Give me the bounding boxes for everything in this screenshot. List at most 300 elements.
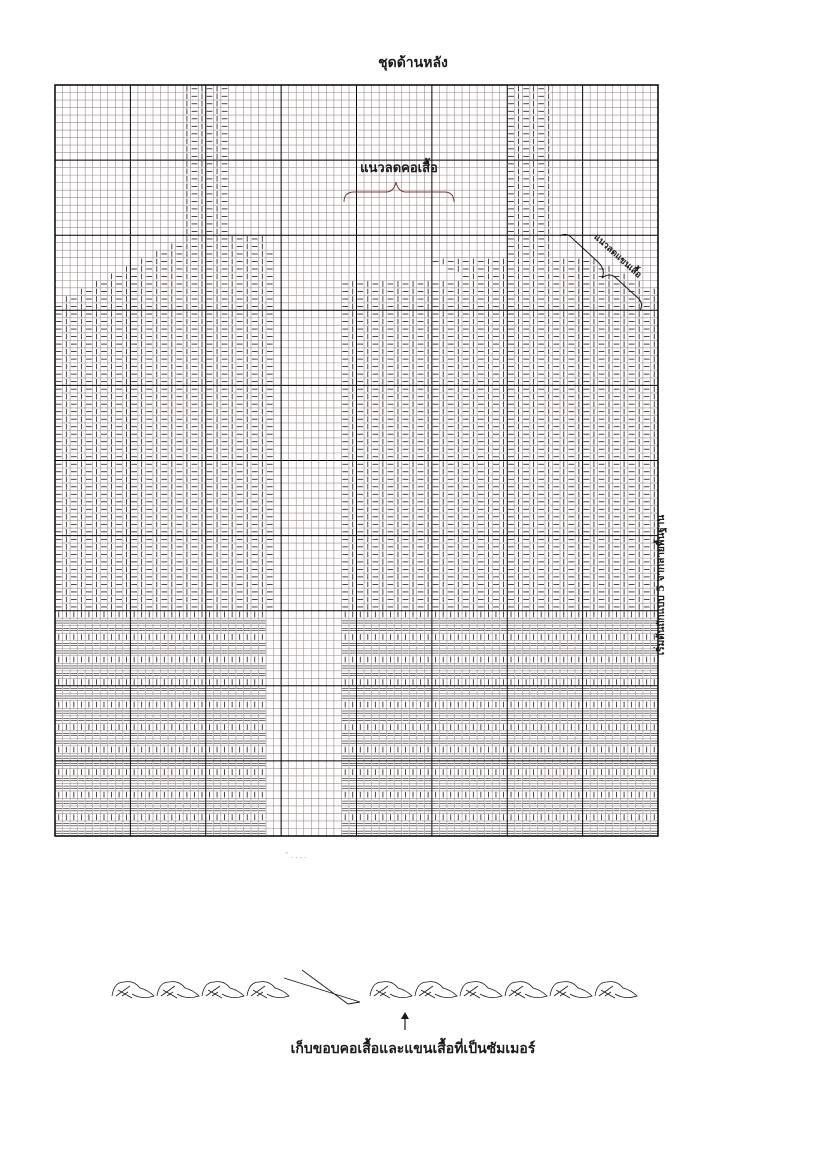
stitch-symbol-double (350, 696, 356, 698)
stitch-symbol-double (576, 673, 582, 675)
stitch-symbol-double (199, 621, 205, 623)
stitch-symbol-double (108, 696, 114, 698)
stitch-symbol-double (191, 673, 197, 675)
stitch-symbol-double (621, 688, 627, 690)
stitch-symbol-double (644, 711, 650, 713)
stitch-symbol-double (372, 651, 378, 653)
stitch-symbol-double (432, 734, 438, 736)
stitch-symbol-double (252, 628, 258, 630)
stitch-symbol-double (561, 718, 567, 720)
stitch-symbol-double (365, 651, 371, 653)
stitch-symbol-double (432, 643, 438, 645)
stitch-symbol-double (440, 696, 446, 698)
stitch-symbol-double (508, 643, 514, 645)
stitch-symbol-double (432, 688, 438, 690)
stitch-symbol-double (350, 621, 356, 623)
stitch-symbol-double (500, 673, 506, 675)
stitch-symbol-double (101, 621, 107, 623)
stitch-symbol-double (387, 688, 393, 690)
stitch-symbol-double (161, 651, 167, 653)
stitch-symbol-double (425, 651, 431, 653)
stitch-symbol-double (425, 628, 431, 630)
stitch-symbol-double (123, 741, 129, 743)
stitch-symbol-double (553, 643, 559, 645)
stitch-symbol-double (184, 734, 190, 736)
stitch-symbol-double (402, 621, 408, 623)
stitch-symbol-double (199, 688, 205, 690)
stitch-symbol-double (598, 651, 604, 653)
stitch-symbol-double (395, 666, 401, 668)
stitch-symbol-double (108, 718, 114, 720)
stitch-symbol-double (651, 696, 657, 698)
stitch-symbol-double (395, 673, 401, 675)
stitch-symbol-double (651, 734, 657, 736)
stitch-symbol-double (123, 696, 129, 698)
stitch-symbol-double (583, 734, 589, 736)
stitch-symbol-double (380, 643, 386, 645)
stitch-symbol-double (357, 628, 363, 630)
stitch-symbol-double (448, 651, 454, 653)
stitch-symbol-double (131, 734, 137, 736)
stitch-symbol-double (440, 628, 446, 630)
stitch-symbol-double (123, 688, 129, 690)
stitch-symbol-double (576, 666, 582, 668)
stitch-symbol-double (500, 696, 506, 698)
stitch-symbol-double (244, 628, 250, 630)
stitch-symbol-double (139, 734, 145, 736)
stitch-symbol-double (387, 651, 393, 653)
stitch-symbol-double (402, 696, 408, 698)
stitch-symbol-double (568, 673, 574, 675)
stitch-symbol-double (86, 666, 92, 668)
stitch-symbol-double (101, 718, 107, 720)
stitch-symbol-double (478, 628, 484, 630)
stitch-symbol-double (515, 718, 521, 720)
stitch-symbol-double (237, 666, 243, 668)
stitch-symbol-double (131, 741, 137, 743)
stitch-symbol-double (139, 666, 145, 668)
stitch-symbol-double (591, 734, 597, 736)
stitch-symbol-double (402, 711, 408, 713)
stitch-symbol-double (244, 696, 250, 698)
stitch-symbol-double (259, 688, 265, 690)
stitch-symbol-double (553, 628, 559, 630)
stitch-symbol-double (576, 696, 582, 698)
stitch-symbol-double (478, 651, 484, 653)
stitch-symbol-double (523, 688, 529, 690)
stitch-symbol-double (221, 621, 227, 623)
stitch-symbol-double (417, 643, 423, 645)
stitch-symbol-double (583, 621, 589, 623)
stitch-symbol-double (478, 621, 484, 623)
stitch-symbol-double (63, 621, 69, 623)
stitch-symbol-double (493, 696, 499, 698)
stitch-symbol-double (576, 741, 582, 743)
stitch-symbol-double (410, 741, 416, 743)
stitch-symbol-double (402, 666, 408, 668)
stitch-symbol-double (71, 734, 77, 736)
stitch-symbol-double (546, 688, 552, 690)
stitch-symbol-double (199, 643, 205, 645)
stitch-symbol-double (108, 741, 114, 743)
stitch-symbol-double (93, 711, 99, 713)
stitch-symbol-double (244, 688, 250, 690)
stitch-symbol-double (410, 651, 416, 653)
stitch-symbol-double (214, 734, 220, 736)
stitch-symbol-double (440, 718, 446, 720)
stitch-symbol-double (154, 718, 160, 720)
stitch-symbol-double (342, 651, 348, 653)
stitch-symbol-double (387, 666, 393, 668)
stitch-symbol-double (214, 718, 220, 720)
stitch-symbol-double (561, 621, 567, 623)
stitch-symbol-double (71, 666, 77, 668)
stitch-symbol-double (417, 734, 423, 736)
stitch-symbol-double (500, 688, 506, 690)
stitch-symbol-double (455, 696, 461, 698)
stitch-symbol-double (357, 711, 363, 713)
stitch-symbol-double (417, 628, 423, 630)
stitch-symbol-double (485, 621, 491, 623)
stitch-symbol-double (546, 711, 552, 713)
stitch-symbol-double (493, 734, 499, 736)
stitch-symbol-double (613, 666, 619, 668)
stitch-symbol-double (583, 666, 589, 668)
stitch-symbol-double (410, 711, 416, 713)
page-title: ชุดด้านหลัง (378, 55, 448, 71)
stitch-symbol-double (221, 718, 227, 720)
stitch-symbol-double (199, 628, 205, 630)
stitch-symbol-double (56, 628, 62, 630)
stitch-symbol-double (139, 696, 145, 698)
stitch-symbol-double (146, 696, 152, 698)
stitch-symbol-double (154, 734, 160, 736)
stitch-symbol-double (350, 718, 356, 720)
stitch-symbol-double (402, 734, 408, 736)
stitch-symbol-double (395, 643, 401, 645)
stitch-symbol-double (523, 651, 529, 653)
stitch-symbol-double (221, 643, 227, 645)
stitch-symbol-double (561, 666, 567, 668)
stitch-symbol-double (184, 718, 190, 720)
stitch-symbol-double (350, 734, 356, 736)
stitch-symbol-double (380, 718, 386, 720)
stitch-symbol-double (86, 628, 92, 630)
stitch-symbol-double (350, 651, 356, 653)
stitch-symbol-double (621, 734, 627, 736)
stitch-symbol-double (78, 628, 84, 630)
stitch-symbol-double (357, 651, 363, 653)
stitch-symbol-double (568, 643, 574, 645)
stitch-symbol-double (101, 696, 107, 698)
stitch-symbol-double (63, 688, 69, 690)
stitch-symbol-double (432, 621, 438, 623)
stitch-symbol-double (108, 643, 114, 645)
stitch-symbol-double (455, 628, 461, 630)
stitch-symbol-double (56, 673, 62, 675)
stitch-symbol-double (214, 741, 220, 743)
stitch-symbol-double (101, 688, 107, 690)
stitch-symbol-double (598, 673, 604, 675)
stitch-symbol-double (78, 651, 84, 653)
stitch-symbol-double (417, 741, 423, 743)
stitch-symbol-double (546, 673, 552, 675)
stitch-symbol-double (221, 711, 227, 713)
stitch-symbol-double (63, 673, 69, 675)
stitch-symbol-double (598, 741, 604, 743)
stitch-symbol-double (259, 741, 265, 743)
stitch-symbol-double (546, 666, 552, 668)
stitch-symbol-double (56, 741, 62, 743)
stitch-symbol-double (606, 621, 612, 623)
stitch-symbol-double (206, 651, 212, 653)
stitch-symbol-double (184, 621, 190, 623)
stitch-symbol-double (432, 673, 438, 675)
stitch-symbol-double (259, 673, 265, 675)
stitch-symbol-double (154, 711, 160, 713)
stitch-symbol-double (380, 734, 386, 736)
stitch-symbol-double (621, 718, 627, 720)
stitch-symbol-double (576, 711, 582, 713)
stitch-symbol-double (259, 666, 265, 668)
stitch-symbol-double (108, 673, 114, 675)
stitch-symbol-double (176, 651, 182, 653)
stitch-symbol-double (583, 696, 589, 698)
stitch-symbol-double (342, 711, 348, 713)
stitch-symbol-double (606, 688, 612, 690)
stitch-symbol-double (93, 643, 99, 645)
stitch-symbol-double (508, 696, 514, 698)
stitch-symbol-double (146, 718, 152, 720)
stitch-symbol-double (463, 651, 469, 653)
stitch-symbol-double (583, 628, 589, 630)
stitch-symbol-double (417, 621, 423, 623)
stitch-symbol-double (628, 673, 634, 675)
stitch-symbol-double (123, 673, 129, 675)
stitch-symbol-double (252, 718, 258, 720)
stitch-symbol-double (455, 673, 461, 675)
stitch-symbol-double (56, 666, 62, 668)
stitch-symbol-double (463, 628, 469, 630)
stitch-symbol-double (568, 741, 574, 743)
stitch-symbol-double (523, 628, 529, 630)
stitch-symbol-double (252, 643, 258, 645)
stitch-symbol-double (523, 643, 529, 645)
stitch-symbol-double (139, 741, 145, 743)
stitch-symbol-double (199, 718, 205, 720)
stitch-symbol-double (432, 711, 438, 713)
stitch-symbol-double (365, 621, 371, 623)
stitch-symbol-double (350, 688, 356, 690)
stitch-symbol-double (229, 688, 235, 690)
stitch-symbol-double (131, 718, 137, 720)
stitch-symbol-double (395, 688, 401, 690)
stitch-symbol-double (530, 696, 536, 698)
stitch-symbol-double (455, 711, 461, 713)
stitch-symbol-double (350, 673, 356, 675)
stitch-symbol-double (146, 711, 152, 713)
stitch-symbol-double (493, 621, 499, 623)
stitch-symbol-double (372, 628, 378, 630)
stitch-symbol-double (455, 666, 461, 668)
stitch-symbol-double (568, 718, 574, 720)
stitch-symbol-double (191, 688, 197, 690)
stitch-symbol-double (116, 666, 122, 668)
stitch-symbol-double (252, 696, 258, 698)
stitch-symbol-double (252, 688, 258, 690)
stitch-symbol-double (116, 711, 122, 713)
stitch-symbol-double (146, 734, 152, 736)
stitch-symbol-double (78, 688, 84, 690)
stitch-symbol-double (546, 628, 552, 630)
stitch-symbol-double (350, 643, 356, 645)
stitch-symbol-double (463, 741, 469, 743)
stitch-symbol-double (116, 688, 122, 690)
stitch-symbol-double (508, 651, 514, 653)
stitch-symbol-double (252, 734, 258, 736)
stitch-symbol-double (169, 666, 175, 668)
stitch-symbol-double (523, 673, 529, 675)
stitch-symbol-double (372, 696, 378, 698)
stitch-symbol-double (568, 688, 574, 690)
stitch-symbol-double (576, 651, 582, 653)
stitch-symbol-double (515, 688, 521, 690)
stitch-symbol-double (350, 741, 356, 743)
stitch-symbol-double (350, 628, 356, 630)
stitch-symbol-double (78, 666, 84, 668)
stitch-symbol-double (214, 673, 220, 675)
stitch-symbol-double (259, 734, 265, 736)
stitch-symbol-double (410, 621, 416, 623)
stitch-symbol-double (470, 711, 476, 713)
stitch-symbol-double (530, 666, 536, 668)
stitch-symbol-double (191, 741, 197, 743)
stitch-symbol-double (636, 673, 642, 675)
stitch-symbol-double (606, 673, 612, 675)
stitch-symbol-double (561, 711, 567, 713)
stitch-symbol-double (214, 621, 220, 623)
stitch-symbol-double (425, 643, 431, 645)
stitch-symbol-double (583, 643, 589, 645)
stitch-symbol-double (478, 734, 484, 736)
stitch-symbol-double (342, 643, 348, 645)
stitch-symbol-double (123, 621, 129, 623)
stitch-symbol-double (206, 673, 212, 675)
stitch-symbol-double (342, 734, 348, 736)
stitch-symbol-double (628, 718, 634, 720)
stitch-symbol-double (425, 696, 431, 698)
stitch-symbol-double (636, 741, 642, 743)
stitch-symbol-double (169, 718, 175, 720)
stitch-symbol-double (613, 741, 619, 743)
stitch-symbol-double (357, 734, 363, 736)
stitch-symbol-double (169, 696, 175, 698)
stitch-symbol-double (93, 621, 99, 623)
stitch-symbol-double (237, 734, 243, 736)
stitch-symbol-double (493, 673, 499, 675)
stitch-symbol-double (485, 741, 491, 743)
stitch-symbol-double (636, 643, 642, 645)
stitch-symbol-double (146, 688, 152, 690)
stitch-symbol-double (576, 621, 582, 623)
stitch-symbol-double (546, 741, 552, 743)
stitch-symbol-double (470, 696, 476, 698)
stitch-symbol-double (365, 666, 371, 668)
stitch-symbol-double (606, 651, 612, 653)
stitch-symbol-double (86, 711, 92, 713)
stitch-symbol-double (214, 628, 220, 630)
stitch-symbol-double (123, 628, 129, 630)
stitch-symbol-double (651, 666, 657, 668)
stitch-symbol-double (470, 651, 476, 653)
stitch-symbol-double (583, 711, 589, 713)
stitch-symbol-double (561, 734, 567, 736)
stitch-symbol-double (448, 734, 454, 736)
stitch-symbol-double (184, 628, 190, 630)
stitch-symbol-double (206, 621, 212, 623)
stitch-symbol-double (546, 718, 552, 720)
stitch-symbol-double (568, 696, 574, 698)
stitch-symbol-double (613, 628, 619, 630)
stitch-symbol-double (478, 718, 484, 720)
stitch-symbol-double (214, 688, 220, 690)
stitch-symbol-double (176, 696, 182, 698)
stitch-symbol-double (621, 696, 627, 698)
stitch-symbol-double (229, 741, 235, 743)
stitch-symbol-double (350, 711, 356, 713)
stitch-symbol-double (561, 688, 567, 690)
stitch-symbol-double (425, 688, 431, 690)
stitch-symbol-double (561, 696, 567, 698)
stitch-symbol-double (154, 651, 160, 653)
stitch-symbol-double (146, 651, 152, 653)
stitch-symbol-double (493, 688, 499, 690)
stitch-symbol-double (372, 734, 378, 736)
stitch-symbol-double (199, 666, 205, 668)
stitch-symbol-double (56, 734, 62, 736)
stitch-symbol-double (191, 628, 197, 630)
stitch-symbol-double (71, 651, 77, 653)
stitch-symbol-double (508, 718, 514, 720)
stitch-symbol-double (568, 621, 574, 623)
stitch-symbol-double (628, 688, 634, 690)
stitch-symbol-double (93, 651, 99, 653)
stitch-symbol-double (561, 741, 567, 743)
stitch-symbol-double (78, 718, 84, 720)
stitch-symbol-double (448, 741, 454, 743)
stitch-symbol-double (530, 628, 536, 630)
stitch-symbol-double (244, 673, 250, 675)
stitch-symbol-double (139, 621, 145, 623)
stitch-symbol-double (538, 673, 544, 675)
stitch-symbol-double (86, 696, 92, 698)
stitch-symbol-double (598, 711, 604, 713)
stitch-symbol-double (523, 718, 529, 720)
stitch-symbol-double (493, 666, 499, 668)
stitch-symbol-double (485, 643, 491, 645)
stitch-symbol-double (71, 711, 77, 713)
stitch-symbol-double (101, 643, 107, 645)
stitch-symbol-double (63, 718, 69, 720)
stitch-symbol-double (169, 673, 175, 675)
stitch-symbol-double (176, 688, 182, 690)
stitch-symbol-double (372, 643, 378, 645)
stitch-symbol-double (651, 711, 657, 713)
stitch-symbol-double (493, 718, 499, 720)
stitch-symbol-double (161, 621, 167, 623)
stitch-symbol-double (161, 718, 167, 720)
stitch-symbol-double (244, 711, 250, 713)
